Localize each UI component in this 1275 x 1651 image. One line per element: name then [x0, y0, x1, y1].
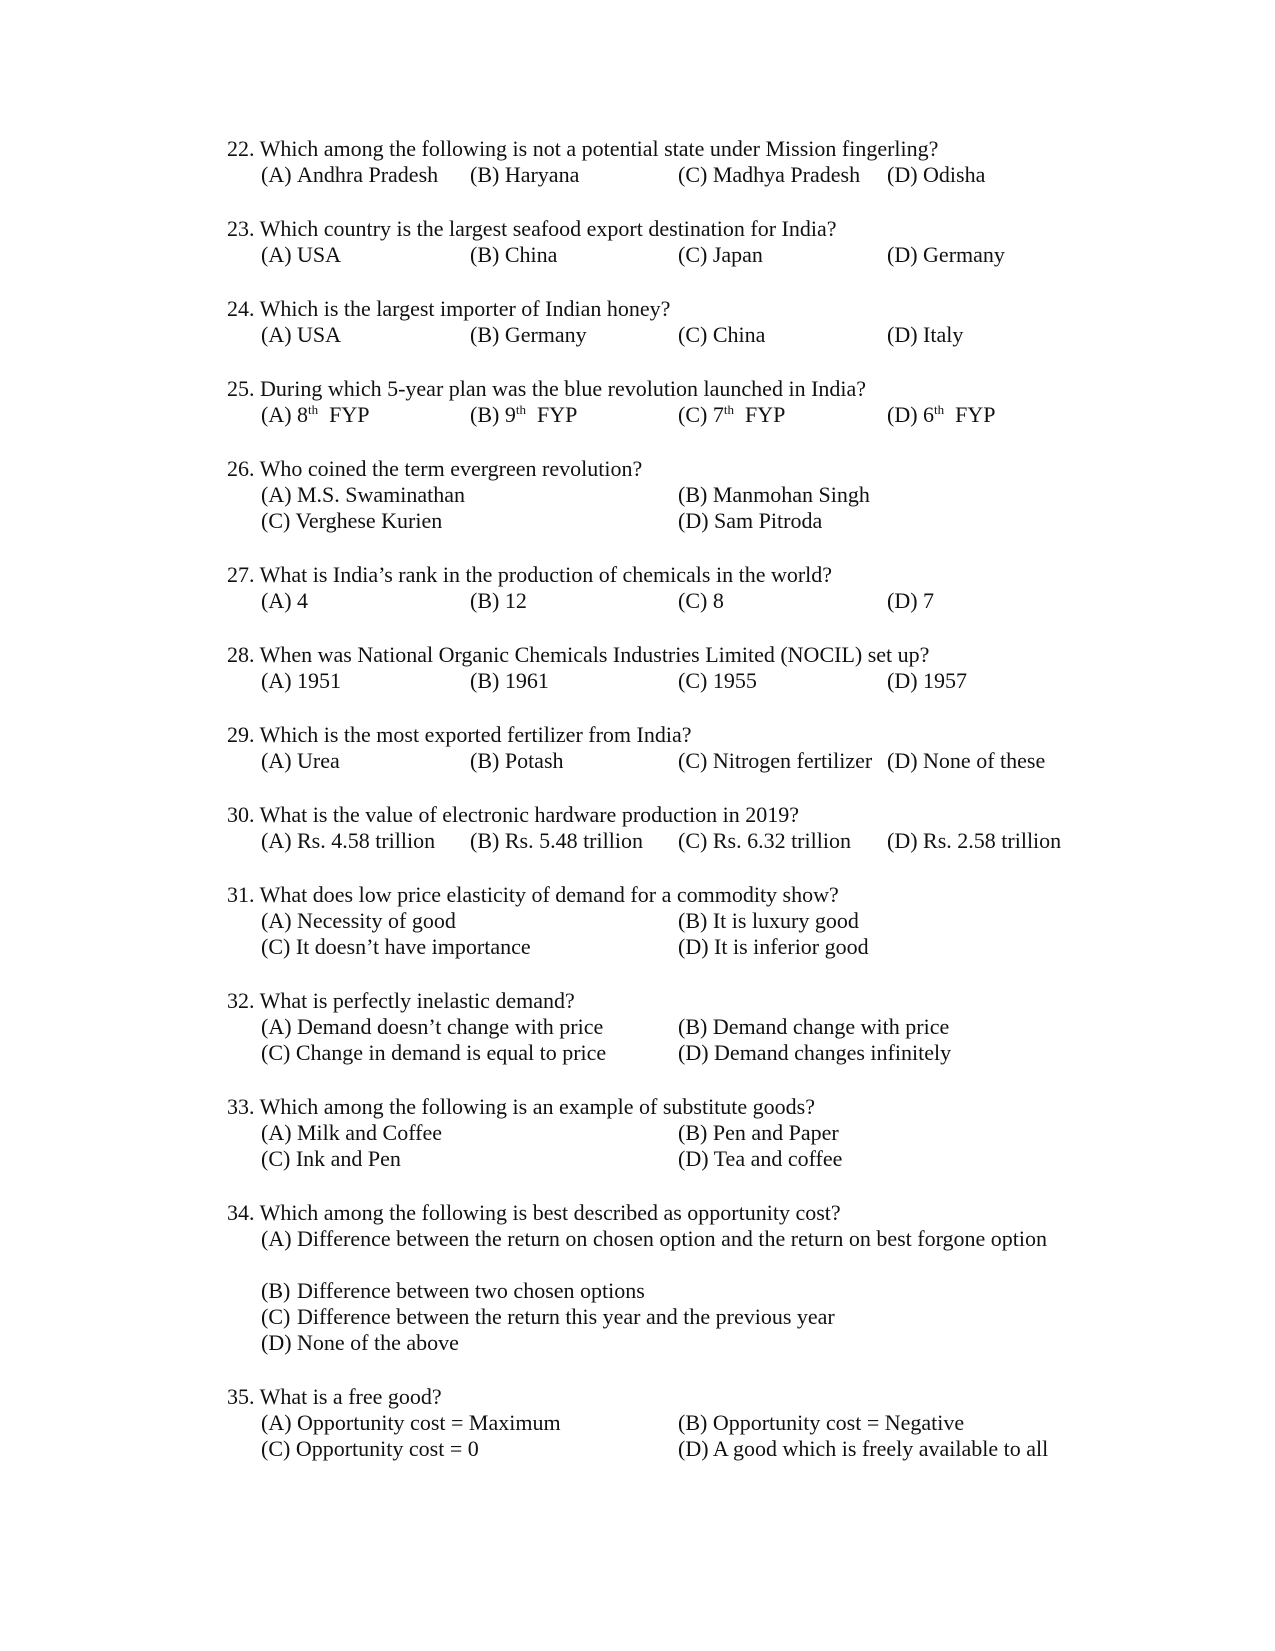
option-b: (B) Potash	[470, 748, 564, 773]
option-b: (B) Rs. 5.48 trillion	[470, 828, 643, 853]
option-b: (B) It is luxury good	[678, 908, 859, 933]
option-a: (A) Demand doesn’t change with price	[261, 1014, 604, 1039]
option-a: (A) Opportunity cost = Maximum	[261, 1410, 561, 1435]
option-a: (A) Urea	[261, 748, 340, 773]
option-c: (C) Opportunity cost = 0	[261, 1436, 479, 1461]
option-d: (D) Sam Pitroda	[678, 508, 823, 533]
option-c: (C) Madhya Pradesh	[678, 162, 861, 187]
option-c: (C) Nitrogen fertilizer	[678, 748, 873, 773]
option-c: (C) Difference between the return this year and the previous year	[261, 1304, 835, 1329]
option-a: (A) USA	[261, 242, 342, 267]
question-text: 32. What is perfectly inelastic demand?	[227, 988, 575, 1013]
option-a: (A) 1951	[261, 668, 341, 693]
option-d: (D) Rs. 2.58 trillion	[887, 828, 1062, 853]
option-b: (B) Difference between two chosen options	[261, 1278, 645, 1303]
question-text: 26. Who coined the term evergreen revolution?	[227, 456, 643, 481]
option-d: (D) 6th FYP	[887, 402, 996, 427]
question-text: 35. What is a free good?	[227, 1384, 442, 1409]
option-b: (B) Germany	[470, 322, 587, 347]
question-text: 34. Which among the following is best described as opportunity cost?	[227, 1200, 841, 1225]
question-text: 30. What is the value of electronic hardware production in 2019?	[227, 802, 800, 827]
option-a: (A) Milk and Coffee	[261, 1120, 443, 1145]
option-d: (D) Germany	[887, 242, 1005, 267]
option-b: (B) Demand change with price	[678, 1014, 950, 1039]
option-a: (A) M.S. Swaminathan	[261, 482, 466, 507]
option-a: (A) 8th FYP	[261, 402, 370, 427]
option-d: (D) Italy	[887, 322, 964, 347]
option-b: (B) Opportunity cost = Negative	[678, 1410, 965, 1435]
question-text: 33. Which among the following is an example of substitute goods?	[227, 1094, 816, 1119]
option-a: (A) USA	[261, 322, 342, 347]
option-a: (A) Difference between the return on chosen option and the return on best forgone option	[261, 1226, 1048, 1251]
option-b: (B) 12	[470, 588, 527, 613]
option-c: (C) 7th FYP	[678, 402, 786, 427]
option-b: (B) Manmohan Singh	[678, 482, 870, 507]
option-d: (D) Odisha	[887, 162, 986, 187]
option-d: (D) None of these	[887, 748, 1046, 773]
option-d: (D) None of the above	[261, 1330, 459, 1355]
option-b: (B) 1961	[470, 668, 549, 693]
option-b: (B) China	[470, 242, 558, 267]
option-c: (C) Japan	[678, 242, 763, 267]
question-text: 23. Which country is the largest seafood export destination for India?	[227, 216, 837, 241]
question-text: 31. What does low price elasticity of demand for a commodity show?	[227, 882, 839, 907]
option-b: (B) Haryana	[470, 162, 580, 187]
option-d: (D) Demand changes infinitely	[678, 1040, 952, 1065]
option-c: (C) 8	[678, 588, 724, 613]
option-b: (B) 9th FYP	[470, 402, 578, 427]
option-c: (C) China	[678, 322, 766, 347]
option-d: (D) Tea and coffee	[678, 1146, 843, 1171]
option-a: (A) Rs. 4.58 trillion	[261, 828, 436, 853]
option-c: (C) Verghese Kurien	[261, 508, 443, 533]
option-c: (C) It doesn’t have importance	[261, 934, 531, 959]
option-c: (C) Change in demand is equal to price	[261, 1040, 607, 1065]
question-text: 22. Which among the following is not a potential state under Mission fingerling?	[227, 136, 939, 161]
option-c: (C) 1955	[678, 668, 757, 693]
option-b: (B) Pen and Paper	[678, 1120, 839, 1145]
option-a: (A) Andhra Pradesh	[261, 162, 439, 187]
option-c: (C) Rs. 6.32 trillion	[678, 828, 851, 853]
option-a: (A) 4	[261, 588, 308, 613]
question-text: 27. What is India’s rank in the production of chemicals in the world?	[227, 562, 833, 587]
option-d: (D) A good which is freely available to all	[678, 1436, 1049, 1461]
question-text: 24. Which is the largest importer of Indian honey?	[227, 296, 671, 321]
question-text: 28. When was National Organic Chemicals Industries Limited (NOCIL) set up?	[227, 642, 930, 667]
option-d: (D) 1957	[887, 668, 968, 693]
question-text: 25. During which 5-year plan was the blue revolution launched in India?	[227, 376, 867, 401]
question-text: 29. Which is the most exported fertilizer from India?	[227, 722, 692, 747]
option-a: (A) Necessity of good	[261, 908, 456, 933]
option-d: (D) It is inferior good	[678, 934, 869, 959]
option-d: (D) 7	[887, 588, 935, 613]
option-c: (C) Ink and Pen	[261, 1146, 401, 1171]
